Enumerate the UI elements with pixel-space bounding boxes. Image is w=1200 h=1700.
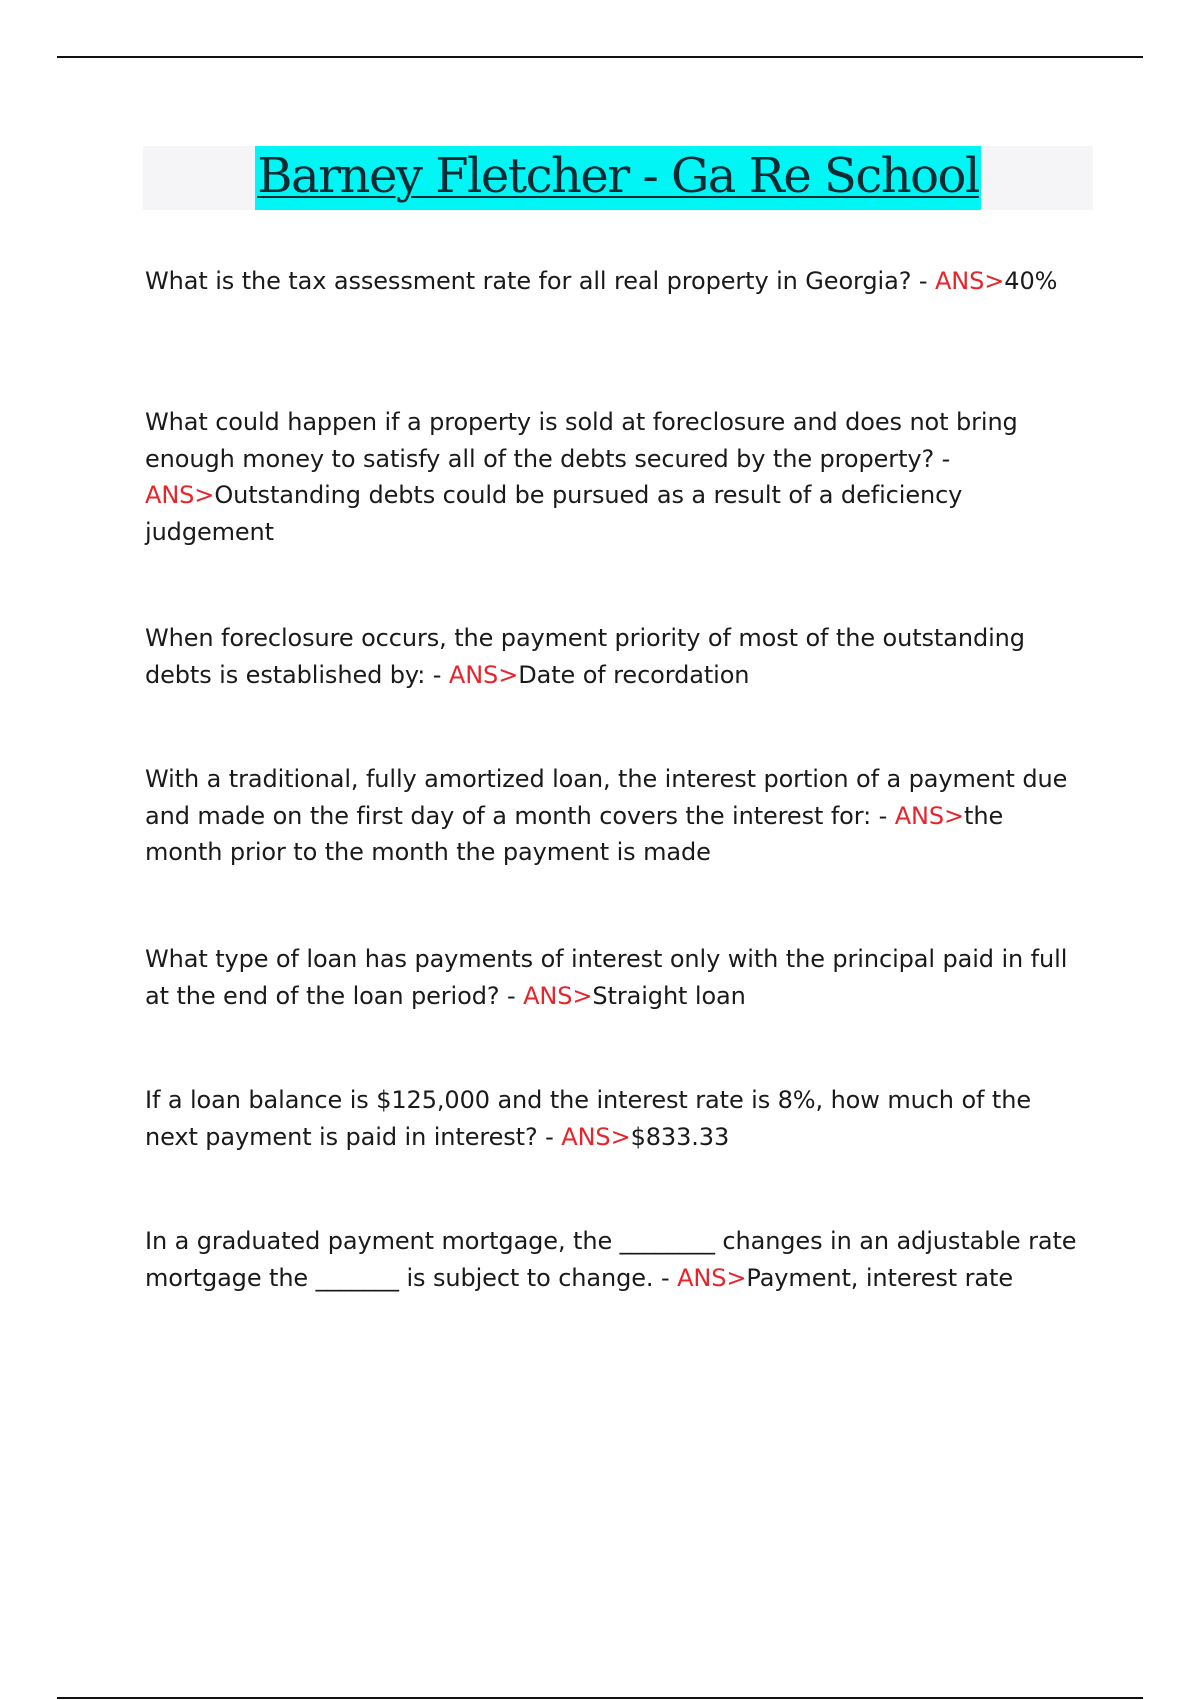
answer-text: Outstanding debts could be pursued as a result of a deficiency judgement: [145, 481, 963, 546]
answer-marker: ANS>: [145, 481, 215, 509]
qa-item-7: [145, 1223, 1080, 1296]
answer-marker: ANS>: [894, 801, 965, 830]
answer-marker: ANS>: [934, 267, 1005, 295]
question-text: When foreclosure occurs, the payment priority of most of the outstanding debts is established by: -: [145, 624, 1025, 689]
question-text: What type of loan has payments of interest only with the principal paid in full at the end of the loan period? -: [145, 945, 1068, 1010]
top-rule: [57, 56, 1143, 58]
qa-item-4: [145, 761, 1080, 871]
answer-text: Straight loan: [592, 981, 746, 1010]
question-text: In a graduated payment mortgage, the ________ changes in an adjustable rate mortgage the _______ is subject to change. -: [145, 1227, 1077, 1292]
bottom-rule: [57, 1697, 1143, 1699]
answer-text: $833.33: [630, 1122, 730, 1151]
question-text: With a traditional, fully amortized loan, the interest portion of a payment due and made on the first day of a month covers the interest for: -: [145, 765, 1068, 830]
qa-item-1: [145, 263, 1080, 300]
document-title: Barney Fletcher - Ga Re School: [255, 146, 981, 210]
answer-marker: ANS>: [677, 1263, 747, 1292]
answer-text: Payment, interest rate: [746, 1263, 1013, 1292]
question-text: What is the tax assessment rate for all real property in Georgia? -: [145, 267, 928, 295]
answer-marker: ANS>: [448, 660, 519, 689]
question-text: What could happen if a property is sold at foreclosure and does not bring enough money to satisfy all of the debts secured by the property? -: [145, 408, 1018, 473]
answer-text: the month prior to the month the payment is made: [145, 801, 1004, 866]
answer-marker: ANS>: [523, 981, 593, 1010]
qa-item-6: [145, 1082, 1080, 1155]
answer-text: Date of recordation: [518, 660, 750, 689]
qa-item-2: [145, 404, 1080, 550]
question-text: If a loan balance is $125,000 and the interest rate is 8%, how much of the next payment is paid in interest? -: [145, 1086, 1031, 1151]
title-band: [143, 146, 1093, 210]
answer-text: 40%: [1004, 267, 1058, 295]
answer-marker: ANS>: [561, 1122, 631, 1151]
qa-item-3: [145, 620, 1080, 693]
qa-item-5: [145, 941, 1080, 1014]
